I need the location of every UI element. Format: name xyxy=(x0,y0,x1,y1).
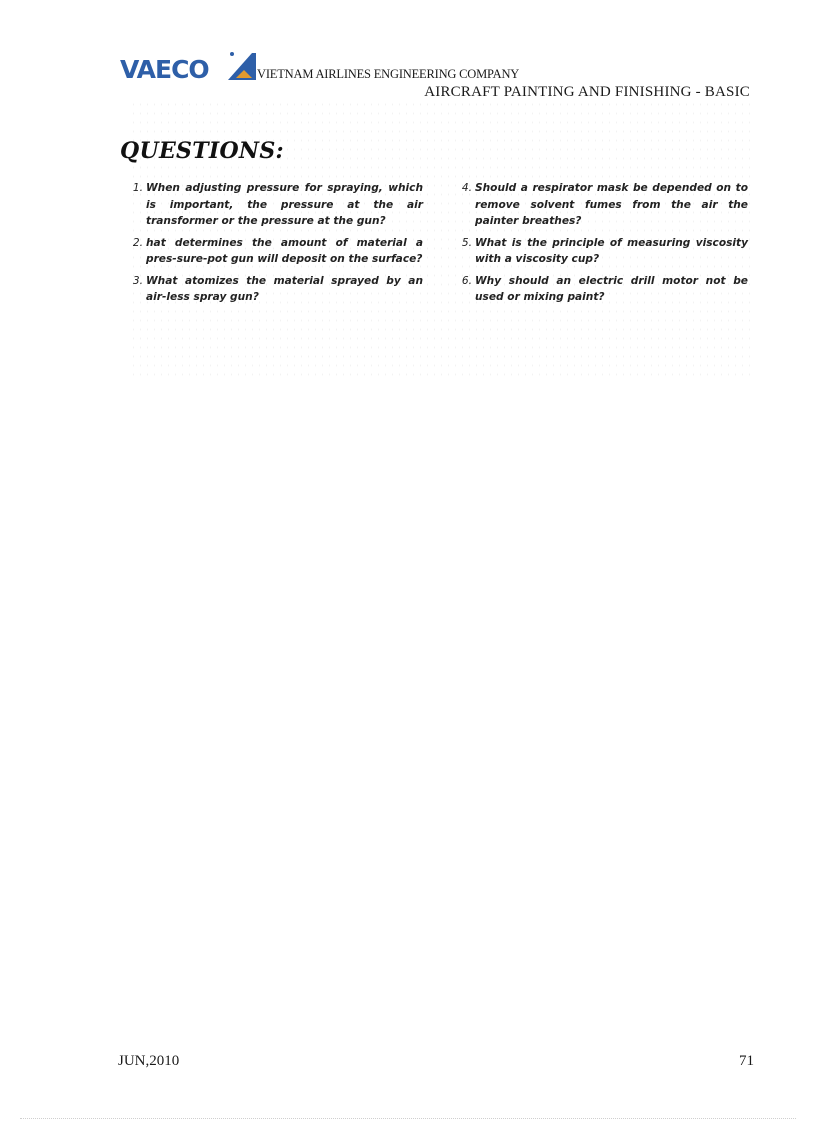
questions-column-right xyxy=(452,180,748,311)
question-number: 5. xyxy=(461,236,472,249)
questions-column-left xyxy=(123,180,423,311)
question-text: What atomizes the material sprayed by an air-less spray gun? xyxy=(146,274,423,303)
question-text: Should a respirator mask be depended on to remove solvent fumes from the air the painter breathes? xyxy=(475,182,748,227)
question-number: 1. xyxy=(132,182,143,194)
question-number: 3. xyxy=(132,274,143,287)
course-title: AIRCRAFT PAINTING AND FINISHING - BASIC xyxy=(424,84,750,100)
company-name: VIETNAM AIRLINES ENGINEERING COMPANY xyxy=(257,67,520,81)
vaeco-logo-graphic xyxy=(120,50,260,80)
footer-date: JUN,2010 xyxy=(118,1053,180,1069)
page-header xyxy=(0,0,816,110)
question-item xyxy=(452,273,748,306)
page-number: 71 xyxy=(739,1053,754,1069)
question-item xyxy=(123,180,423,230)
question-text: When adjusting pressure for spraying, which is important, the pressure at the air transformer or the pressure at the gun? xyxy=(146,182,423,227)
question-text: hat determines the amount of material a pres-sure-pot gun will deposit on the surface? xyxy=(146,236,423,265)
question-text: Why should an electric drill motor not be used or mixing paint? xyxy=(475,274,748,303)
section-title: QUESTIONS: xyxy=(120,138,284,164)
question-item xyxy=(452,235,748,268)
vaeco-logo xyxy=(120,50,260,80)
question-item xyxy=(123,235,423,268)
question-item xyxy=(123,273,423,306)
question-number: 4. xyxy=(461,182,472,194)
question-text: What is the principle of measuring viscosity with a viscosity cup? xyxy=(475,236,748,265)
logo-dot xyxy=(230,52,234,56)
question-number: 2. xyxy=(132,236,143,249)
logo-text: VAECO xyxy=(120,55,209,80)
question-number: 6. xyxy=(461,274,472,287)
question-item xyxy=(452,180,748,230)
bottom-divider xyxy=(20,1118,796,1119)
